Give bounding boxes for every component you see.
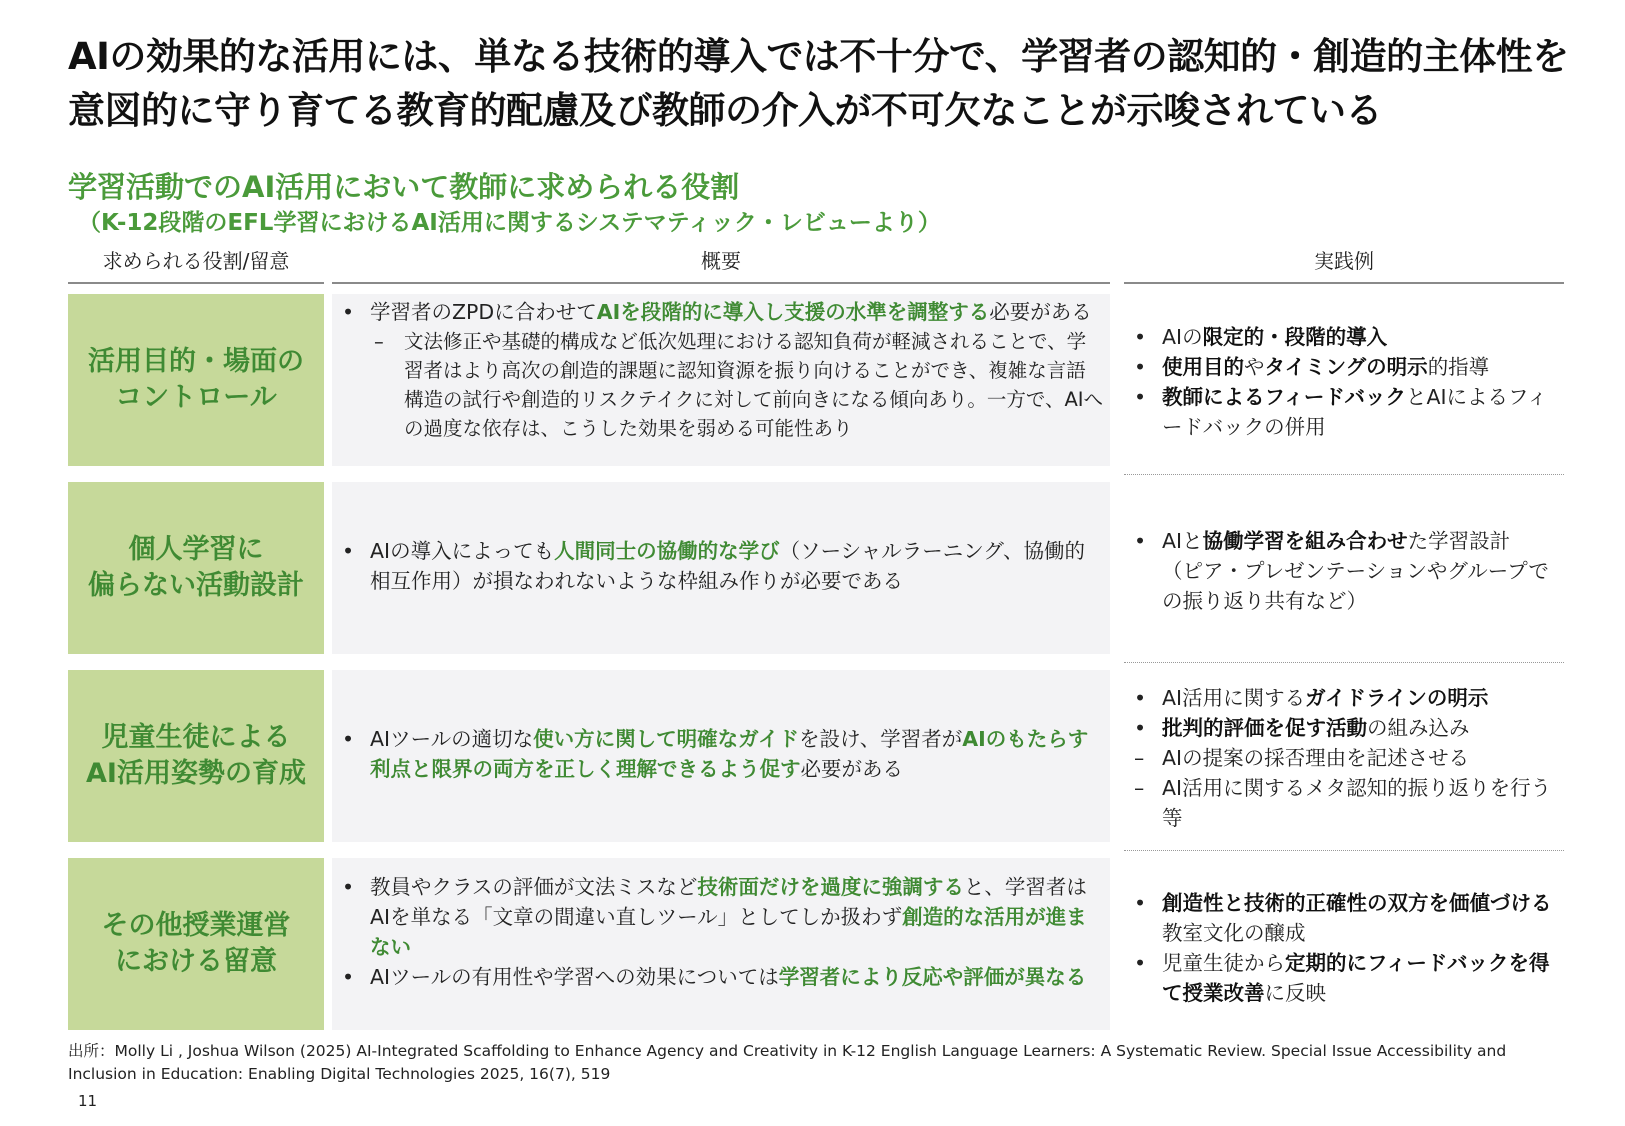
summary-bullet: • AIツールの有用性や学習への効果については学習者により反応や評価が異なる [336,962,1104,992]
role-label-line1: 活用目的・場面の [88,346,304,377]
example-note: （ピア・プレゼンテーションやグループでの振り返り共有など） [1162,559,1549,613]
example-cell-other-considerations [1124,888,1564,1008]
summary-cell-other-considerations [332,858,1110,1030]
role-label-line2: AI活用姿勢の育成 [86,758,306,789]
role-label-line1: その他授業運営 [101,910,291,941]
role-label-line2: における留意 [115,946,277,977]
page-title: AIの効果的な活用には、単なる技術的導入では不十分で、学習者の認知的・創造的主体性を意図的に守り育てる教育的配慮及び教師の介入が不可欠なことが示唆されている [68,35,1569,132]
example-bullet: • AI活用に関するガイドラインの明示 [1128,683,1564,713]
section-subtitle: （K-12段階のEFL学習におけるAI活用に関するシステマティック・レビューより） [78,210,941,236]
role-label-line1: 児童生徒による [101,722,291,753]
example-bullet: • AIと協働学習を組み合わせた学習設計 [1128,526,1564,556]
row-divider [1124,850,1564,851]
summary-cell-purpose-control [332,294,1110,466]
example-bullet: • 教師によるフィードバックとAIによるフィードバックの併用 [1128,382,1564,442]
example-bullet: • AIの限定的・段階的導入 [1128,322,1564,352]
row-divider [1124,474,1564,475]
column-header-summary: 概要 [332,244,1110,284]
example-bullet: • 批判的評価を促す活動の組み込み [1128,713,1564,743]
example-bullet: • 創造性と技術的正確性の双方を価値づける教室文化の醸成 [1128,888,1564,948]
role-label-line1: 個人学習に [128,534,264,565]
section-title: 学習活動でのAI活用において教師に求められる役割 [68,170,740,204]
role-label-line2: 偏らない活動設計 [88,570,304,601]
summary-bullet: • 学習者のZPDに合わせてAIを段階的に導入し支援の水準を調整する必要がある [336,297,1104,327]
example-cell-purpose-control [1124,322,1564,442]
example-bullet: • 児童生徒から定期的にフィードバックを得て授業改善に反映 [1128,948,1564,1008]
example-sub-bullet: – AIの提案の採否理由を記述させる [1128,743,1564,773]
example-sub-bullet: – AI活用に関するメタ認知的振り返りを行う 等 [1128,773,1564,833]
column-header-example: 実践例 [1124,244,1564,284]
example-cell-attitude-development [1124,683,1564,833]
role-cell-activity-design [68,482,324,654]
summary-sub-bullet: – 文法修正や基礎的構成など低次処理における認知負荷が軽減されることで、学習者はより高次の創造的課題に認知資源を振り向けることができ、複雑な言語構造の試行や創造的リスクテイクに対して前向きになる傾向あり。一方で、AIへの過度な依存は、こうした効果を弱める可能性あり [336,327,1104,443]
row-divider [1124,662,1564,663]
example-cell-activity-design [1124,526,1564,616]
role-label-line2: コントロール [115,382,277,413]
source-citation: 出所：Molly Li , Joshua Wilson (2025) AI-Integrated Scaffolding to Enhance Agency and Creativity in K-12 English Language Learners: A Systematic Review. Special Issue Accessibility and Inclusion in Education: Enabling Digital Technologies 2025, 16(7), 519 [68,1042,1507,1083]
role-cell-purpose-control [68,294,324,466]
page-number: 11 [78,1092,98,1110]
summary-cell-activity-design [332,482,1110,654]
summary-bullet: • AIツールの適切な使い方に関して明確なガイドを設け、学習者がAIのもたらす利点と限界の両方を正しく理解できるよう促す必要がある [336,724,1104,784]
role-cell-attitude-development [68,670,324,842]
column-header-role: 求められる役割/留意 [68,244,324,284]
role-cell-other-considerations [68,858,324,1030]
summary-bullet: • 教員やクラスの評価が文法ミスなど技術面だけを過度に強調すると、学習者はAIを単なる「文章の間違い直しツール」としてしか扱わず創造的な活用が進まない [336,872,1104,962]
example-bullet: • 使用目的やタイミングの明示的指導 [1128,352,1564,382]
summary-bullet: • AIの導入によっても人間同士の協働的な学び（ソーシャルラーニング、協働的相互作用）が損なわれないような枠組み作りが必要である [336,536,1104,596]
summary-cell-attitude-development [332,670,1110,842]
